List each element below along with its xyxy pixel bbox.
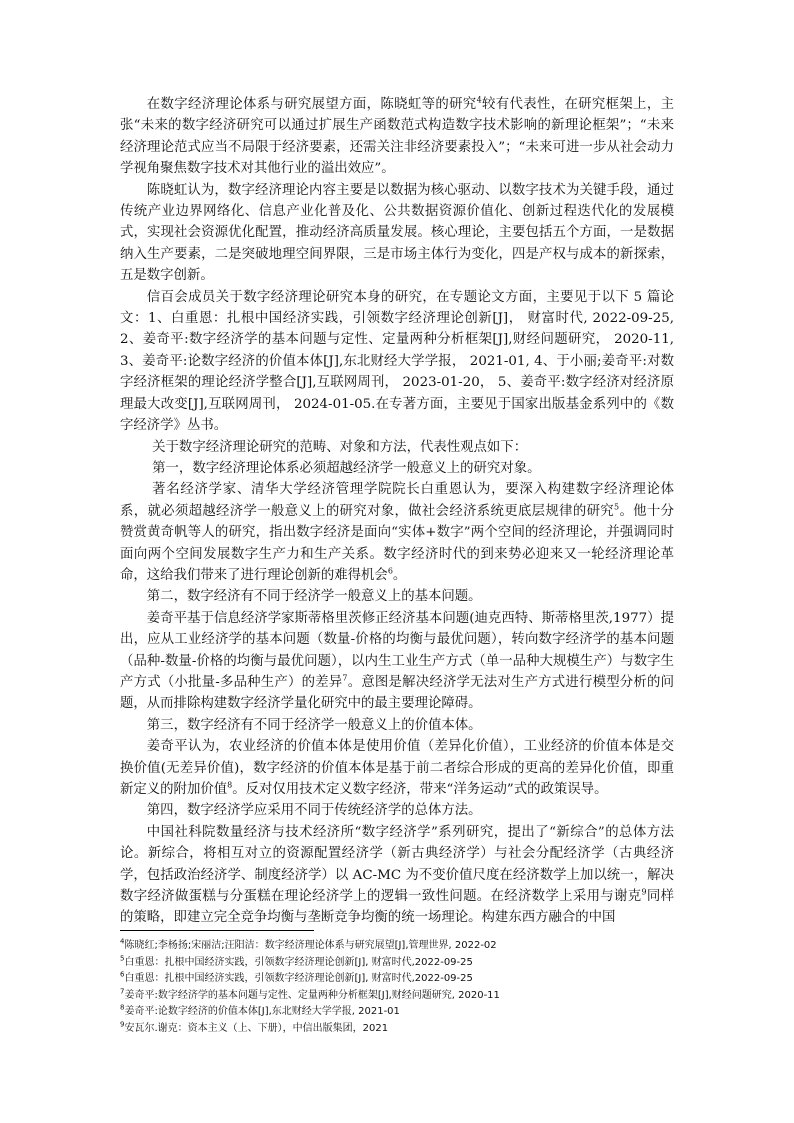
footnote-4: $^4$陈晓红;李杨扬;宋丽洁;汪阳洁：数字经济理论体系与研究展望[J],管理世界, 2022-02 — [120, 937, 497, 951]
paragraph-3: 信百会成员关于数字经济理论研究本身的研究，在专题论文方面，主要见于以下 5 篇论文：1、白重恩：扎根中国经济实践，引领数字经济理论创新[J]， 财富时代, 2022-09-25, 2、姜奇平:数字经济学的基本问题与定性、定量两种分析框架[J],财经问题研究， 2020-11, 3、姜奇平:论数字经济的价值本体[J],东北财经大学学报， 2021-01, 4、于小丽;姜奇平:对数字经济框架的理论经济学整合[J],互联网周刊， 2023-01-20， 5、姜奇平:数字经济对经济原理最大改变[J],互联网周刊， 2024-01-05.在专著方面，主要见于国家出版基金系列中的《数字经济学》丛书。 — [120, 289, 674, 434]
footnote-8: $^8$姜奇平:论数字经济的价值本体[J],东北财经大学学报, 2021-01 — [120, 1003, 400, 1017]
paragraph-7: 第二，数字经济有不同于经济学一般意义上的基本问题。 — [146, 589, 482, 605]
footnote-ref-8[interactable]: 8 — [227, 780, 233, 790]
footnotes — [120, 938, 680, 1037]
footnote-separator — [120, 930, 314, 931]
paragraph-6: 著名经济学家、清华大学经济管理学院院长白重恩认为，要深入构建数字经济理论体系，就必须超越经济学一般意义上的研究对象，做社会经济系统更底层规律的研究$^5$。他十分赞赏黄奇帆等人的研究，指出数字经济是面向“实体+数字”两个空间的经济理论，并强调同时面向两个空间发展数字生产力和生产关系。数字经济时代的到来势必迎来又一轮经济理论革命，这给我们带来了进行理论创新的难得机会$^6$。 — [120, 482, 674, 583]
footnote-ref-6[interactable]: 6 — [387, 566, 393, 576]
paragraph-2: 陈晓虹认为，数字经济理论内容主要是以数据为核心驱动、以数字技术为关键手段，通过传统产业边界网络化、信息产业化普及化、公共数据资源价值化、创新过程迭代化的发展模式，实现社会资源优化配置，推动经济高质量发展。核心理论，主要包括五个方面，一是数据纳入生产要素，二是突破地理空间界限，三是市场主体行为变化，四是产权与成本的新探索，五是数字创新。 — [120, 182, 674, 284]
document-body — [120, 94, 674, 929]
footnote-5: $^5$白重恩：扎根中国经济实践，引领数字经济理论创新[J], 财富时代,2022-09-25 — [120, 954, 473, 968]
footnote-ref-5[interactable]: 5 — [614, 502, 620, 512]
footnote-7: $^7$姜奇平:数字经济学的基本问题与定性、定量两种分析框架[J],财经问题研究, 2020-11 — [120, 987, 500, 1001]
paragraph-5: 第一，数字经济理论体系必须超越经济学一般意义上的研究对象。 — [152, 460, 541, 476]
footnote-ref-9[interactable]: 9 — [641, 887, 647, 897]
paragraph-10: 姜奇平认为，农业经济的价值本体是使用价值（差异化价值），工业经济的价值本体是交换价值(无差异价值)，数字经济的价值本体是基于前二者综合形成的更高的差异化价值，即重新定义的附加价值$^8$。反对仅用技术定义数字经济，带来“洋务运动”式的政策误导。 — [120, 739, 674, 797]
footnote-ref-7[interactable]: 7 — [342, 673, 348, 683]
footnote-ref-4[interactable]: 4 — [476, 95, 482, 105]
footnote-6: $^6$白重恩：扎根中国经济实践，引领数字经济理论创新[J], 财富时代,2022-09-25 — [120, 970, 473, 984]
paragraph-4: 关于数字经济理论研究的范畴、对象和方法，代表性观点如下： — [152, 439, 528, 455]
paragraph-11: 第四，数字经济学应采用不同于传统经济学的总体方法。 — [146, 803, 482, 819]
paragraph-12: 中国社科院数量经济与技术经济所“数字经济学”系列研究，提出了“新综合”的总体方法论。新综合，将相互对立的资源配置经济学（新古典经济学）与社会分配经济学（古典经济学，包括政治经济学、制度经济学）以 AC-MC 为不变价值尺度在经济数学上加以统一，解决数字经济做蛋糕与分蛋糕在理论经济学上的逻辑一致性问题。在经济数学上采用与谢克$^9$同样的策略，即建立完全竞争均衡与垄断竞争均衡的统一场理论。构建东西方融合的中国 — [120, 824, 675, 926]
paragraph-9: 第三，数字经济有不同于经济学一般意义上的价值本体。 — [146, 717, 482, 733]
footnote-9: $^9$安瓦尔.谢克：资本主义（上、下册），中信出版集团，2021 — [120, 1020, 389, 1034]
paragraph-1: 在数字经济理论体系与研究展望方面，陈晓虹等的研究$^4$较有代表性，在研究框架上，主张“未来的数字经济研究可以通过扩展生产函数范式构造数字技术影响的新理论框架”；“未来经济理论范式应当不局限于经济要素，还需关注非经济要素投入”；“未来可进一步从社会动力学视角聚焦数字技术对其他行业的溢出效应”。 — [120, 95, 675, 177]
paragraph-8: 姜奇平基于信息经济学家斯蒂格里茨修正经济基本问题(迪克西特、斯蒂格里茨,1977）提出，应从工业经济学的基本问题（数量-价格的均衡与最优问题），转向数字经济学的基本问题（品种-数量-价格的均衡与最优问题），以内生工业生产方式（单一品种大规模生产）与数字生产方式（小批量-多品种生产）的差异$^7$。意图是解决经济学无法对生产方式进行模型分析的问题，从而排除构建数字经济学量化研究中的最主要理论障碍。 — [120, 610, 674, 712]
